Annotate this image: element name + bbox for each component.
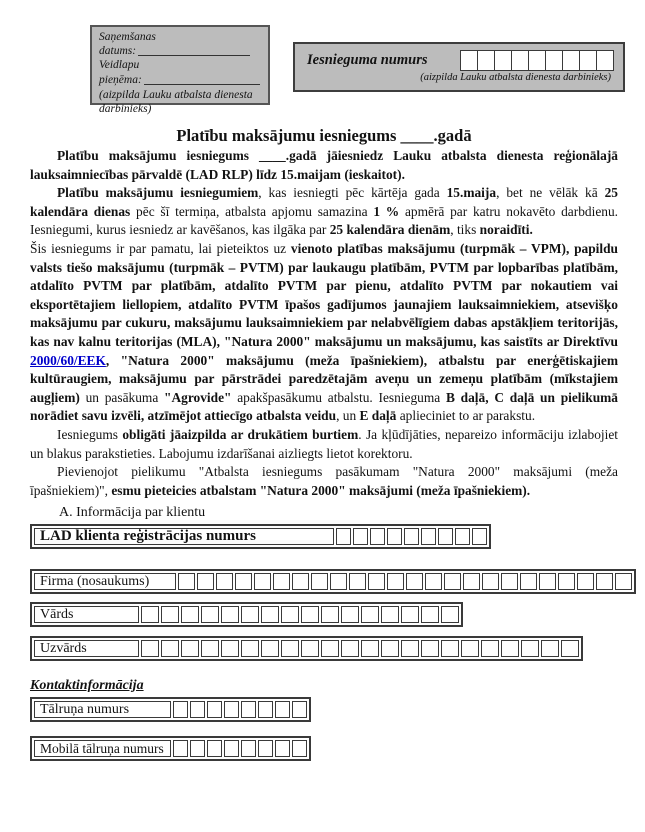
input-cell[interactable] [254,573,271,590]
input-cell[interactable] [292,573,309,590]
input-cell[interactable] [438,528,453,545]
bold-text: Platību maksājumu iesniegums ____.gadā jāiesniedz Lauku atbalsta dienesta reģionālajā lauksaimniecības pārvaldē (LAD RLP) līdz 15.maijam (ieskaitot). [30,148,618,182]
input-cell[interactable] [387,528,402,545]
body-text: , kas iesniegti pēc kārtēja gada [258,185,447,201]
input-cell[interactable] [190,740,205,757]
input-cell[interactable] [301,606,319,623]
mobile-number-cells [171,740,307,757]
first-name-label: Vārds [34,606,139,623]
last-name-cells [139,640,579,657]
input-cell[interactable] [368,573,385,590]
section-a-heading: A. Informācija par klientu [59,505,206,521]
input-cell[interactable] [596,50,614,71]
intro-paragraph-4 [30,426,618,463]
bold-text: noraidīti. [479,222,533,238]
number-staff-note: (aizpilda Lauku atbalsta dienesta darbinieks) [420,72,611,83]
input-cell[interactable] [181,640,199,657]
input-cell[interactable] [221,640,239,657]
clerk-line [99,73,262,87]
input-cell[interactable] [173,740,188,757]
input-cell[interactable] [425,573,442,590]
input-cell[interactable] [178,573,195,590]
input-cell[interactable] [235,573,252,590]
input-cell[interactable] [207,740,222,757]
input-cell[interactable] [311,573,328,590]
input-cell[interactable] [281,640,299,657]
input-cell[interactable] [216,573,233,590]
intro-paragraph-3 [30,240,618,426]
input-cell[interactable] [558,573,575,590]
input-cell[interactable] [615,573,632,590]
input-cell[interactable] [562,50,580,71]
input-cell[interactable] [275,701,290,718]
input-cell[interactable] [161,606,179,623]
input-cell[interactable] [472,528,487,545]
bold-text: 1 % [373,203,400,219]
input-cell[interactable] [381,606,399,623]
phone-number-cells [171,701,307,718]
input-cell[interactable] [481,640,499,657]
input-cell[interactable] [241,606,259,623]
bold-text: B daļā, C daļā un pielikumā norādiet savu izvēli, atzīmējot attiecīgo atbalsta veidu [30,389,618,424]
input-cell[interactable] [349,573,366,590]
body-text: Šis iesniegums ir par pamatu, lai pieteiktos uz [30,240,291,256]
intro-paragraph-5 [30,463,618,500]
input-cell[interactable] [545,50,563,71]
input-cell[interactable] [501,640,519,657]
input-cell[interactable] [441,640,459,657]
bold-text: esmu pieteicies atbalstam "Natura 2000" maksājumi (meža īpašniekiem). [111,482,531,498]
input-cell[interactable] [421,528,436,545]
intro-paragraph-2 [30,184,618,240]
received-date-label-2: datums: [99,45,137,58]
body-text: Pievienojot pielikumu "Atbalsta iesniegums pasākumam "Natura 2000" maksājumi (meža īpašniekiem)", [30,464,618,498]
input-cell[interactable] [207,701,222,718]
input-cell[interactable] [511,50,529,71]
input-cell[interactable] [275,740,290,757]
body-text: pēc šī termiņa, atbalsta apjomu samazina [130,203,374,219]
body-text: , tiks [450,222,480,238]
lad-client-number-label: LAD klienta reģistrācijas numurs [34,528,334,545]
input-cell[interactable] [541,640,559,657]
input-cell[interactable] [321,606,339,623]
body-text: un pasākuma [79,389,165,405]
input-cell[interactable] [528,50,546,71]
input-cell[interactable] [353,528,368,545]
bold-text: Platību maksājumu iesniegumiem [57,185,259,201]
clerk-label-1: Veidlapu [99,59,140,72]
input-cell[interactable] [201,606,219,623]
input-cell[interactable] [482,573,499,590]
body-text: , bet ne vēlāk kā [496,185,605,201]
received-date-blank[interactable] [138,44,250,56]
field-row-phone-number [30,697,311,722]
input-cell[interactable] [261,606,279,623]
body-text: apakšpasākumu atbalstu. Iesnieguma [231,389,446,405]
input-cell[interactable] [336,528,351,545]
body-text: , un [336,408,360,424]
application-number-row [307,50,614,71]
input-cell[interactable] [224,740,239,757]
input-cell[interactable] [221,606,239,623]
input-cell[interactable] [577,573,594,590]
input-cell[interactable] [361,606,379,623]
input-cell[interactable] [561,640,579,657]
field-row-mobile-number [30,736,311,761]
company-name-label: Firma (nosaukums) [34,573,176,590]
field-row-last-name [30,636,583,661]
input-cell[interactable] [521,640,539,657]
input-cell[interactable] [477,50,495,71]
last-name-label: Uzvārds [34,640,139,657]
input-cell[interactable] [341,606,359,623]
input-cell[interactable] [539,573,556,590]
input-cell[interactable] [201,640,219,657]
input-cell[interactable] [455,528,470,545]
input-cell[interactable] [321,640,339,657]
application-number-cells [461,50,614,71]
field-row-company-name [30,569,636,594]
intro-paragraph-1 [30,147,618,184]
input-cell[interactable] [421,640,439,657]
bold-text: E daļā [359,408,397,424]
contact-info-heading: Kontaktinformācija [30,678,144,694]
lad-client-number-cells [334,528,487,545]
received-stamp-box [90,25,270,116]
body-text: Iesniegums [57,426,123,442]
input-cell[interactable] [596,573,613,590]
input-cell[interactable] [441,606,459,623]
input-cell[interactable] [501,573,518,590]
bold-text: 25 kalendāra dienām [329,222,451,238]
bold-text: 15.maija [446,185,497,201]
input-cell[interactable] [461,640,479,657]
input-cell[interactable] [494,50,512,71]
input-cell[interactable] [261,640,279,657]
field-row-first-name [30,602,463,627]
input-cell[interactable] [292,701,307,718]
company-name-cells [176,573,632,590]
input-cell[interactable] [341,640,359,657]
bold-text: , "Natura 2000" maksājumu (meža īpašniekiem), atbalstu par enerģētiskajiem kultūraugiem, maksājumu par pārstrādei paredzētajām aveņu un zemeņu platībām (mīkstajiem augļiem) [30,352,618,405]
input-cell[interactable] [258,740,273,757]
input-cell[interactable] [141,606,159,623]
bold-text: "Agrovide" [164,389,232,405]
form-content [30,125,618,761]
bold-text: vienoto platības maksājumu (turpmāk – VPM), papildu valsts tiešo maksājumu (turpmāk – PVTM) par laukaugu platībām, PVTM par lopbarības platībām, atdalīto PVTM par platībām, atdalīto PVTM par pienu, atdalīto PVTM par nokautiem vai eksportētajiem liellopiem, atdalīto PVTM īpašos gadījumos jaunajiem lauksaimniekiem, atsevišķo maksājumu par cukuru, maksājumu lauksaimniekiem par nelabvēlīgiem dabas apstākļiem teritorijās, kas nav kalnu teritorijas (MLA), "Natura 2000" maksājumu un maksājumu, kas saistīts ar Direktīvu [30,240,619,349]
received-date-label-1: Saņemšanas [99,31,156,43]
input-cell[interactable] [301,640,319,657]
input-cell[interactable] [241,740,256,757]
input-cell[interactable] [381,640,399,657]
input-cell[interactable] [173,701,188,718]
input-cell[interactable] [273,573,290,590]
input-cell[interactable] [241,701,256,718]
input-cell[interactable] [190,701,205,718]
input-cell[interactable] [292,740,307,757]
receipt-staff-note: (aizpilda Lauku atbalsta dienesta darbinieks) [99,88,253,116]
input-cell[interactable] [463,573,480,590]
field-row-lad-client-number [30,524,491,549]
received-date-line [99,44,262,58]
input-cell[interactable] [401,606,419,623]
input-cell[interactable] [579,50,597,71]
input-cell[interactable] [401,640,419,657]
input-cell[interactable] [224,701,239,718]
body-text: aplieciniet to ar parakstu. [396,408,536,424]
mobile-number-label: Mobilā tālruņa numurs [34,740,171,757]
first-name-cells [139,606,459,623]
input-cell[interactable] [181,606,199,623]
input-cell[interactable] [520,573,537,590]
input-cell[interactable] [444,573,461,590]
input-cell[interactable] [387,573,404,590]
input-cell[interactable] [258,701,273,718]
input-cell[interactable] [406,573,423,590]
input-cell[interactable] [421,606,439,623]
phone-number-label: Tālruņa numurs [34,701,171,718]
input-cell[interactable] [370,528,385,545]
application-number-box [293,42,625,92]
bold-text: 25 kalendāra dienas [30,185,618,219]
input-cell[interactable] [404,528,419,545]
input-cell[interactable] [281,606,299,623]
application-number-label: Iesnieguma numurs [307,52,428,68]
body-text: apmērā par katru nokavēto darbdienu. Iesniegumi, kurus iesniedz ar kavēšanos, kas ilgāka par [30,203,619,238]
clerk-label-2: pieņēma: [99,73,142,86]
input-cell[interactable] [330,573,347,590]
page-title: Platību maksājumu iesniegums ____.gadā [176,126,472,145]
input-cell[interactable] [241,640,259,657]
input-cell[interactable] [361,640,379,657]
input-cell[interactable] [460,50,478,71]
input-cell[interactable] [141,640,159,657]
body-text: . Ja kļūdījāties, nepareizo informāciju izlabojiet un blakus parakstieties. Labojumu izdarīšanai aizliegts lietot korektoru. [30,426,618,461]
clerk-blank[interactable] [144,73,260,85]
directive-2000-60-eek-link[interactable]: 2000/60/EEK [30,352,106,368]
input-cell[interactable] [161,640,179,657]
input-cell[interactable] [197,573,214,590]
bold-text: obligāti jāaizpilda ar drukātiem burtiem [122,426,359,442]
